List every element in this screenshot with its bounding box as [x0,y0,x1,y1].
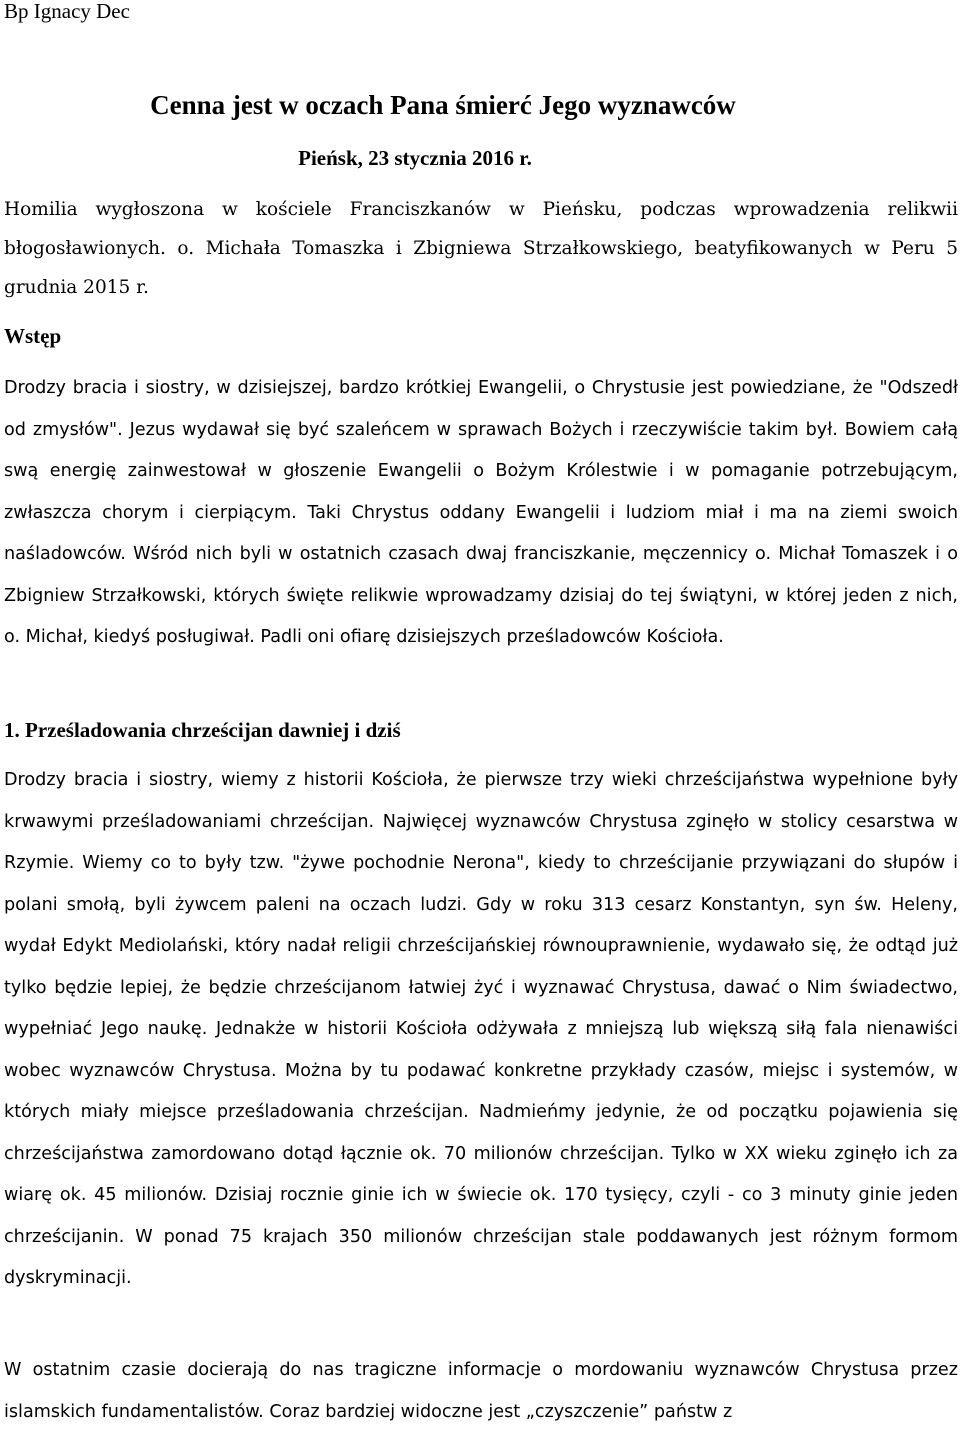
paragraph: Drodzy bracia i siostry, w dzisiejszej, bardzo krótkiej Ewangelii, o Chrystusie jest powiedziane, że "Odszedł od zmysłów". Jezus wydawał się być szaleńcem w sprawach Bożych i rzeczywiście takim był. Bowiem całą swą energię zainwestował w głoszenie Ewangelii o Bożym Królestwie i w pomaganie potrzebującym, zwłaszcza chorym i cierpiącym. Taki Chrystus oddany Ewangelii i ludziom miał i ma na ziemi swoich naśladowców. Wśród nich byli w ostatnich czasach dwaj franciszkanie, męczennicy o. Michał Tomaszek i o Zbigniew Strzałkowski, których święte relikwie wprowadzamy dzisiaj do tej świątyni, w której jeden z nich, o. Michał, kiedyś posługiwał. Padli oni ofiarę dzisiejszych prześladowców Kościoła. [4,378,958,647]
section-body-wstep [4,368,958,659]
paragraph: W ostatnim czasie docierają do nas tragiczne informacje o mordowaniu wyznawców Chrystusa przez islamskich fundamentalistów. Coraz bardziej widoczne jest „czyszczenie” państw z [4,1360,958,1422]
intro-text: Homilia wygłoszona w kościele Franciszkanów w Pieńsku, podczas wprowadzenia relikwii błogosławionych. o. Michała Tomaszka i Zbigniewa Strzałkowskiego, beatyfikowanych w Peru 5 grudnia 2015 r. [4,199,958,298]
intro-paragraph [4,190,958,307]
section-heading-persecutions: 1. Prześladowania chrześcijan dawniej i dziś [4,718,401,742]
author-line: Bp Ignacy Dec [4,0,130,23]
section-body-persecutions-continued [4,1350,958,1433]
paragraph: Drodzy bracia i siostry, wiemy z historii Kościoła, że pierwsze trzy wieki chrześcijaństwa wypełnione były krwawymi prześladowaniami chrześcijan. Najwięcej wyznawców Chrystusa zginęło w stolicy cesarstwa w Rzymie. Wiemy co to były tzw. "żywe pochodnie Nerona", kiedy to chrześcijanie przywiązani do słupów i polani smołą, byli żywcem paleni na oczach ludzi. Gdy w roku 313 cesarz Konstantyn, syn św. Heleny, wydał Edykt Mediolański, który nadał religii chrześcijańskiej równouprawnienie, wydawało się, że odtąd już tylko będzie lepiej, że będzie chrześcijanom łatwiej żyć i wyznawać Chrystusa, dawać o Nim świadectwo, wypełniać Jego naukę. Jednakże w historii Kościoła odżywała z mniejszą lub większą siłą fala nienawiści wobec wyznawców Chrystusa. Można by tu podawać konkretne przykłady czasów, miejsc i systemów, w których miały miejsce prześladowania chrześcijan. Nadmieńmy jedynie, że od początku pojawienia się chrześcijaństwa zamordowano dotąd łącznie ok. 70 milionów chrześcijan. Tylko w XX wieku zginęło ich za wiarę ok. 45 milionów. Dzisiaj rocznie ginie ich w świecie ok. 170 tysięcy, czyli - co 3 minuty ginie jeden chrześcijanin. W ponad 75 krajach 350 milionów chrześcijan stale poddawanych jest różnym formom dyskryminacji. [4,770,958,1288]
document-title: Cenna jest w oczach Pana śmierć Jego wyznawców [150,90,736,120]
section-heading-wstep: Wstęp [4,324,62,348]
section-body-persecutions [4,760,958,1300]
dateline: Pieńsk, 23 stycznia 2016 r. [298,146,532,170]
